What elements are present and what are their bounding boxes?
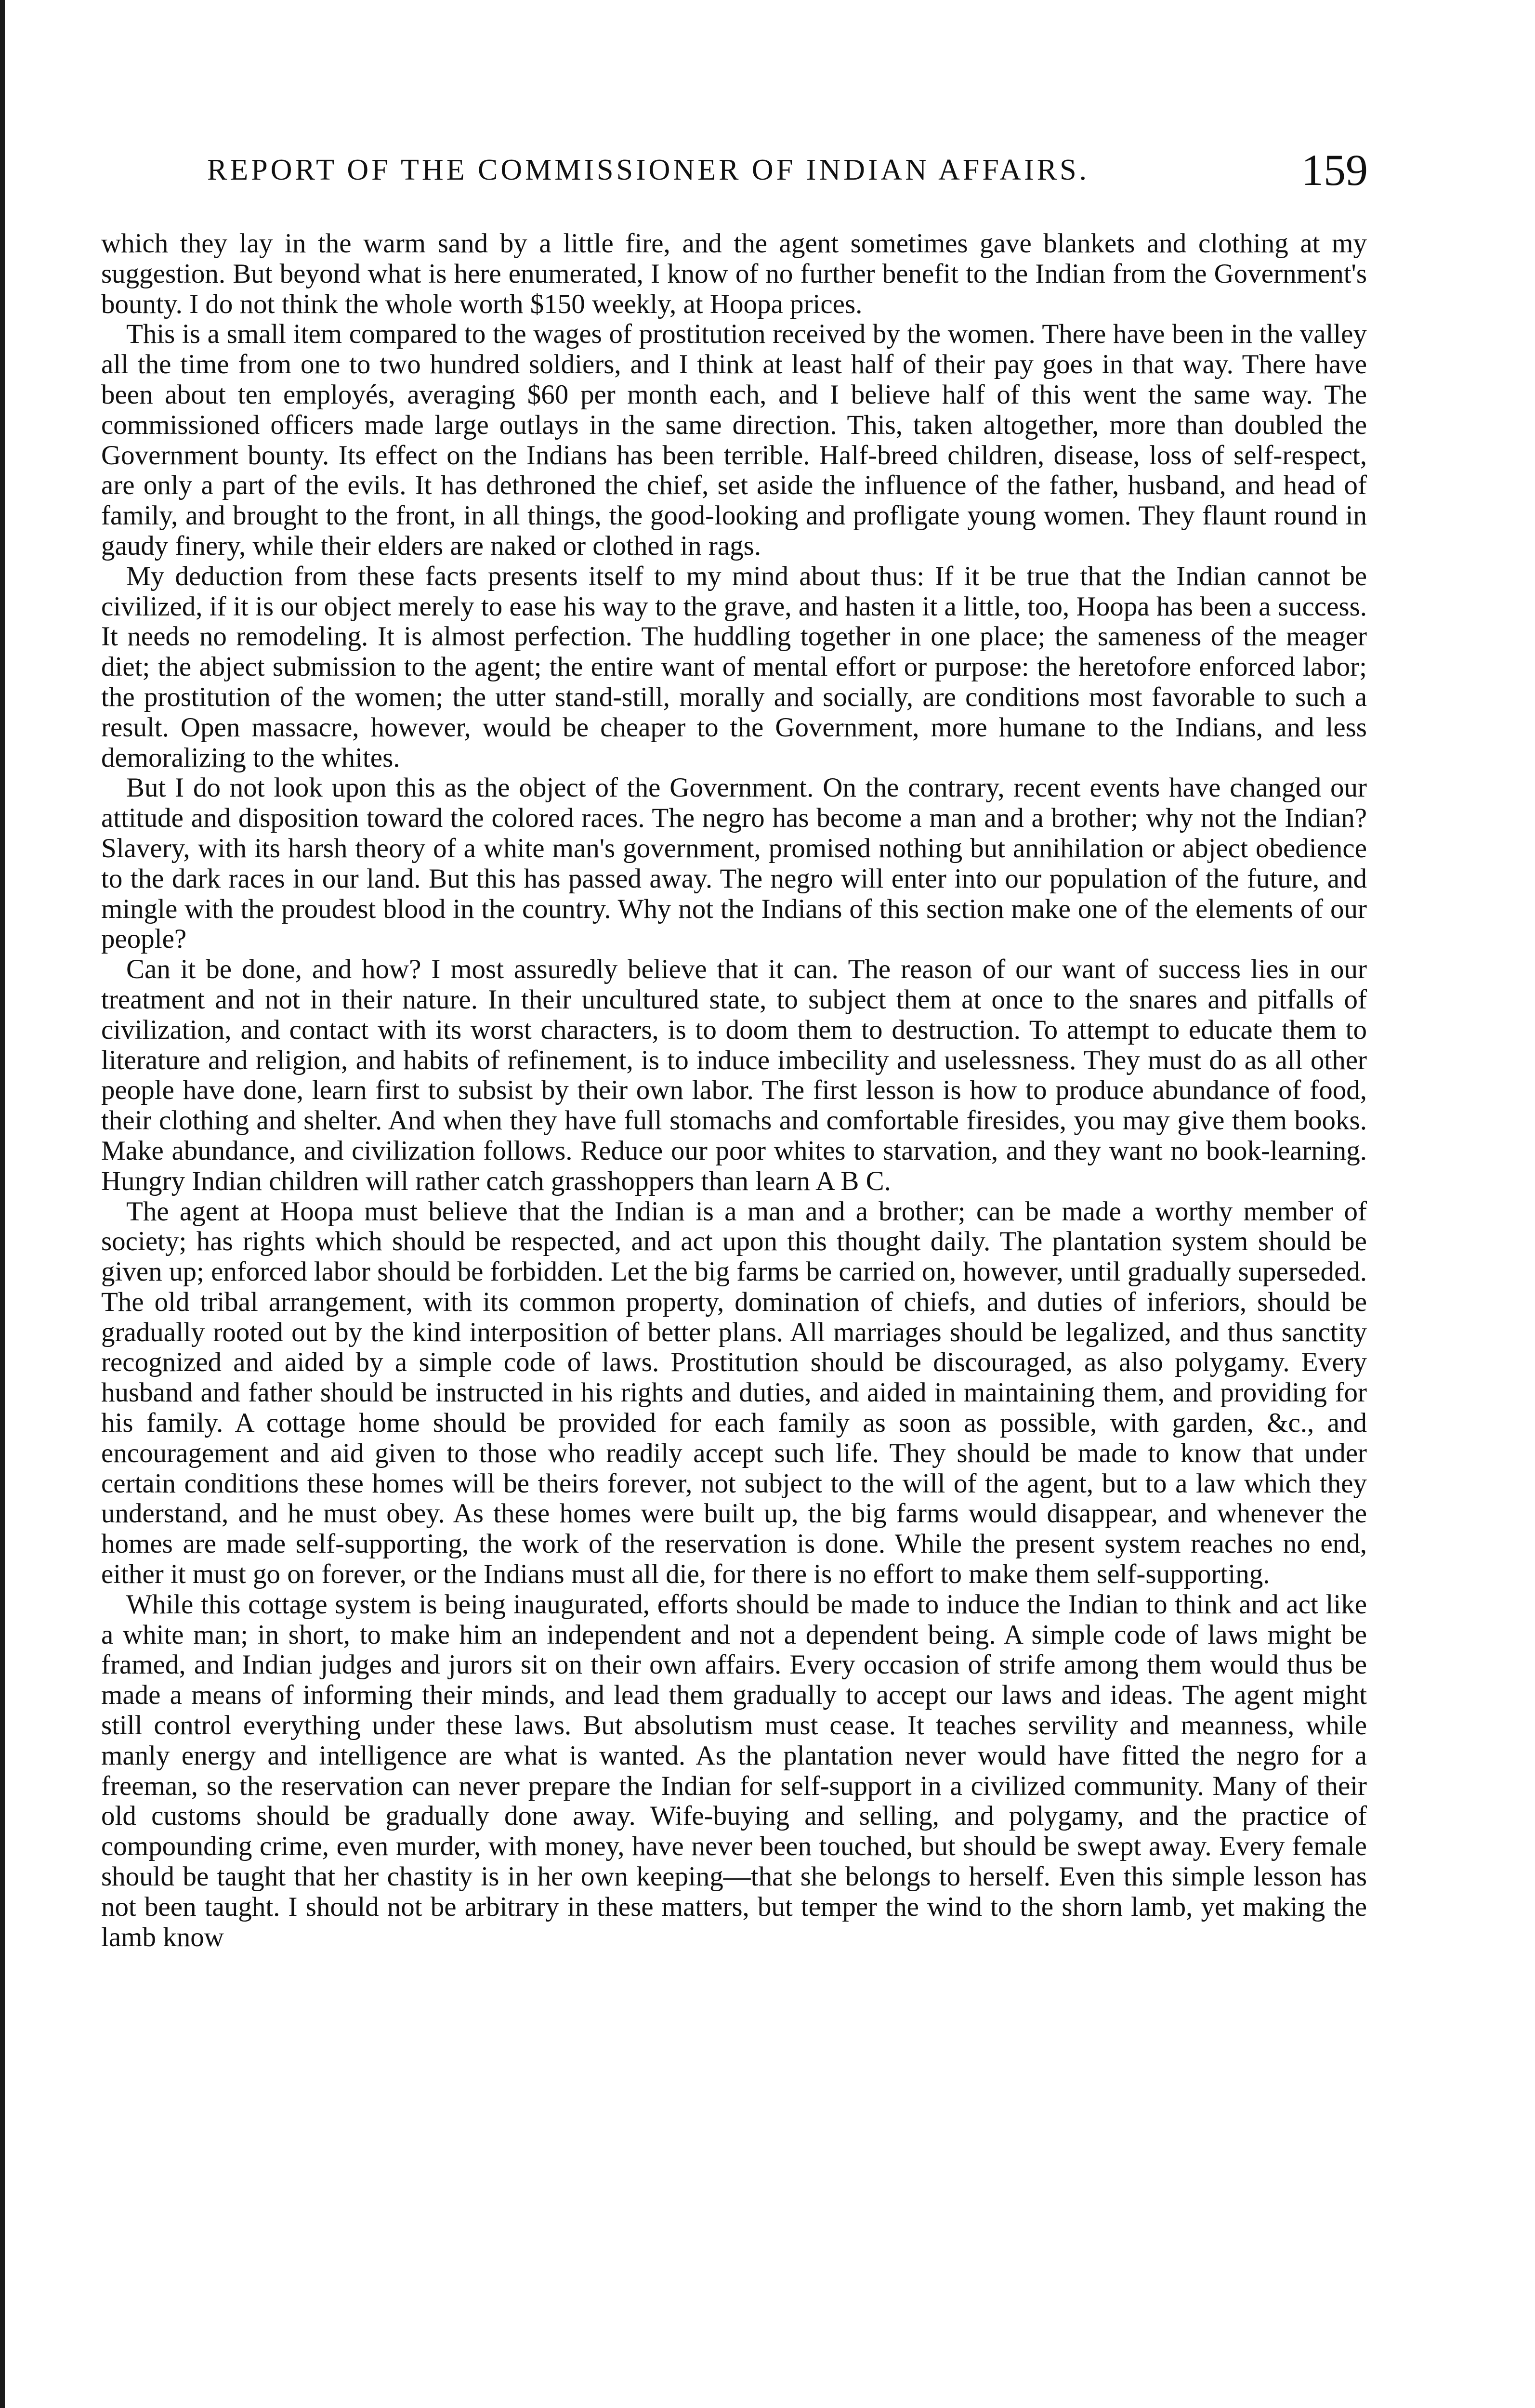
paragraph-6: The agent at Hoopa must believe that the Indian is a man and a brother; can be made a worthy member of society; has rights which should be respected, and act upon this thought daily. The plantation system should be given up; enforced labor should be forbidden. Let the big farms be carried on, however, until gradually superseded. The old tribal arrangement, with its common property, domination of chiefs, and duties of inferiors, should be gradually rooted out by the kind interposition of better plans. All marriages should be legalized, and thus sanctity recognized and aided by a simple code of laws. Prostitution should be discouraged, as also polygamy. Every husband and father should be instructed in his rights and duties, and aided in maintaining them, and providing for his family. A cottage home should be provided for each family as soon as possible, with garden, &c., and encouragement and aid given to those who readily accept such life. They should be made to know that under certain conditions these homes will be theirs forever, not subject to the will of the agent, but to a law which they understand, and he must obey. As these homes were built up, the big farms would disappear, and whenever the homes are made self-supporting, the work of the reservation is done. While the present system reaches no end, either it must go on forever, or the Indians must all die, for there is no effort to make them self-supporting. <box>101 1196 1367 1590</box>
body-text <box>101 229 1367 1952</box>
paragraph-2: This is a small item compared to the wages of prostitution received by the women. There have been in the valley all the time from one to two hundred soldiers, and I think at least half of their pay goes in that way. There have been about ten employés, averaging $60 per month each, and I believe half of this went the same way. The commissioned officers made large outlays in the same direction. This, taken altogether, more than doubled the Government bounty. Its effect on the Indians has been terrible. Half-breed children, disease, loss of self-respect, are only a part of the evils. It has dethroned the chief, set aside the influence of the father, husband, and head of family, and brought to the front, in all things, the good-looking and profligate young women. They flaunt round in gaudy finery, while their elders are naked or clothed in rags. <box>101 319 1367 561</box>
paragraph-5: Can it be done, and how? I most assuredly believe that it can. The reason of our want of success lies in our treatment and not in their nature. In their uncultured state, to subject them at once to the snares and pitfalls of civilization, and contact with its worst characters, is to doom them to destruction. To attempt to educate them to literature and religion, and habits of refinement, is to induce imbecility and uselessness. They must do as all other people have done, learn first to subsist by their own labor. The first lesson is how to produce abundance of food, their clothing and shelter. And when they have full stomachs and comfortable firesides, you may give them books. Make abundance, and civilization follows. Reduce our poor whites to starvation, and they want no book-learning. Hungry Indian children will rather catch grasshoppers than learn A B C. <box>101 954 1367 1196</box>
scan-edge <box>0 0 5 2408</box>
paragraph-4: But I do not look upon this as the object of the Government. On the contrary, recent events have changed our attitude and disposition toward the colored races. The negro has become a man and a brother; why not the Indian? Slavery, with its harsh theory of a white man's government, promised nothing but annihilation or abject obedience to the dark races in our land. But this has passed away. The negro will enter into our population of the future, and mingle with the proudest blood in the country. Why not the Indians of this section make one of the elements of our people? <box>101 772 1367 955</box>
paragraph-1: which they lay in the warm sand by a little fire, and the agent sometimes gave blankets and clothing at my suggestion. But beyond what is here enumerated, I know of no further benefit to the Indian from the Government's bounty. I do not think the whole worth $150 weekly, at Hoopa prices. <box>101 228 1367 319</box>
page-header <box>101 144 1368 197</box>
paragraph-7: While this cottage system is being inaugurated, efforts should be made to induce the Indian to think and act like a white man; in short, to make him an independent and not a dependent being. A simple code of laws might be framed, and Indian judges and jurors sit on their own affairs. Every occasion of strife among them would thus be made a means of informing their minds, and lead them gradually to accept our laws and ideas. The agent might still control everything under these laws. But absolutism must cease. It teaches servility and meanness, while manly energy and intelligence are what is wanted. As the plantation never would have fitted the negro for a freeman, so the reservation can never prepare the Indian for self-support in a civilized community. Many of their old customs should be gradually done away. Wife-buying and selling, and polygamy, and the practice of compounding crime, even murder, with money, have never been touched, but should be swept away. Every female should be taught that her chastity is in her own keeping—that she belongs to herself. Even this simple lesson has not been taught. I should not be arbitrary in these matters, but temper the wind to the shorn lamb, yet making the lamb know <box>101 1589 1367 1952</box>
paragraph-3: My deduction from these facts presents itself to my mind about thus: If it be true that the Indian cannot be civilized, if it is our object merely to ease his way to the grave, and hasten it a little, too, Hoopa has been a success. It needs no remodeling. It is almost perfection. The huddling together in one place; the sameness of the meager diet; the abject submission to the agent; the entire want of mental effort or purpose: the heretofore enforced labor; the prostitution of the women; the utter stand-still, morally and socially, are conditions most favorable to such a result. Open massacre, however, would be cheaper to the Government, more humane to the Indians, and less demoralizing to the whites. <box>101 561 1367 773</box>
running-head: REPORT OF THE COMMISSIONER OF INDIAN AFFAIRS. <box>207 154 1090 186</box>
page-number: 159 <box>1301 145 1368 195</box>
